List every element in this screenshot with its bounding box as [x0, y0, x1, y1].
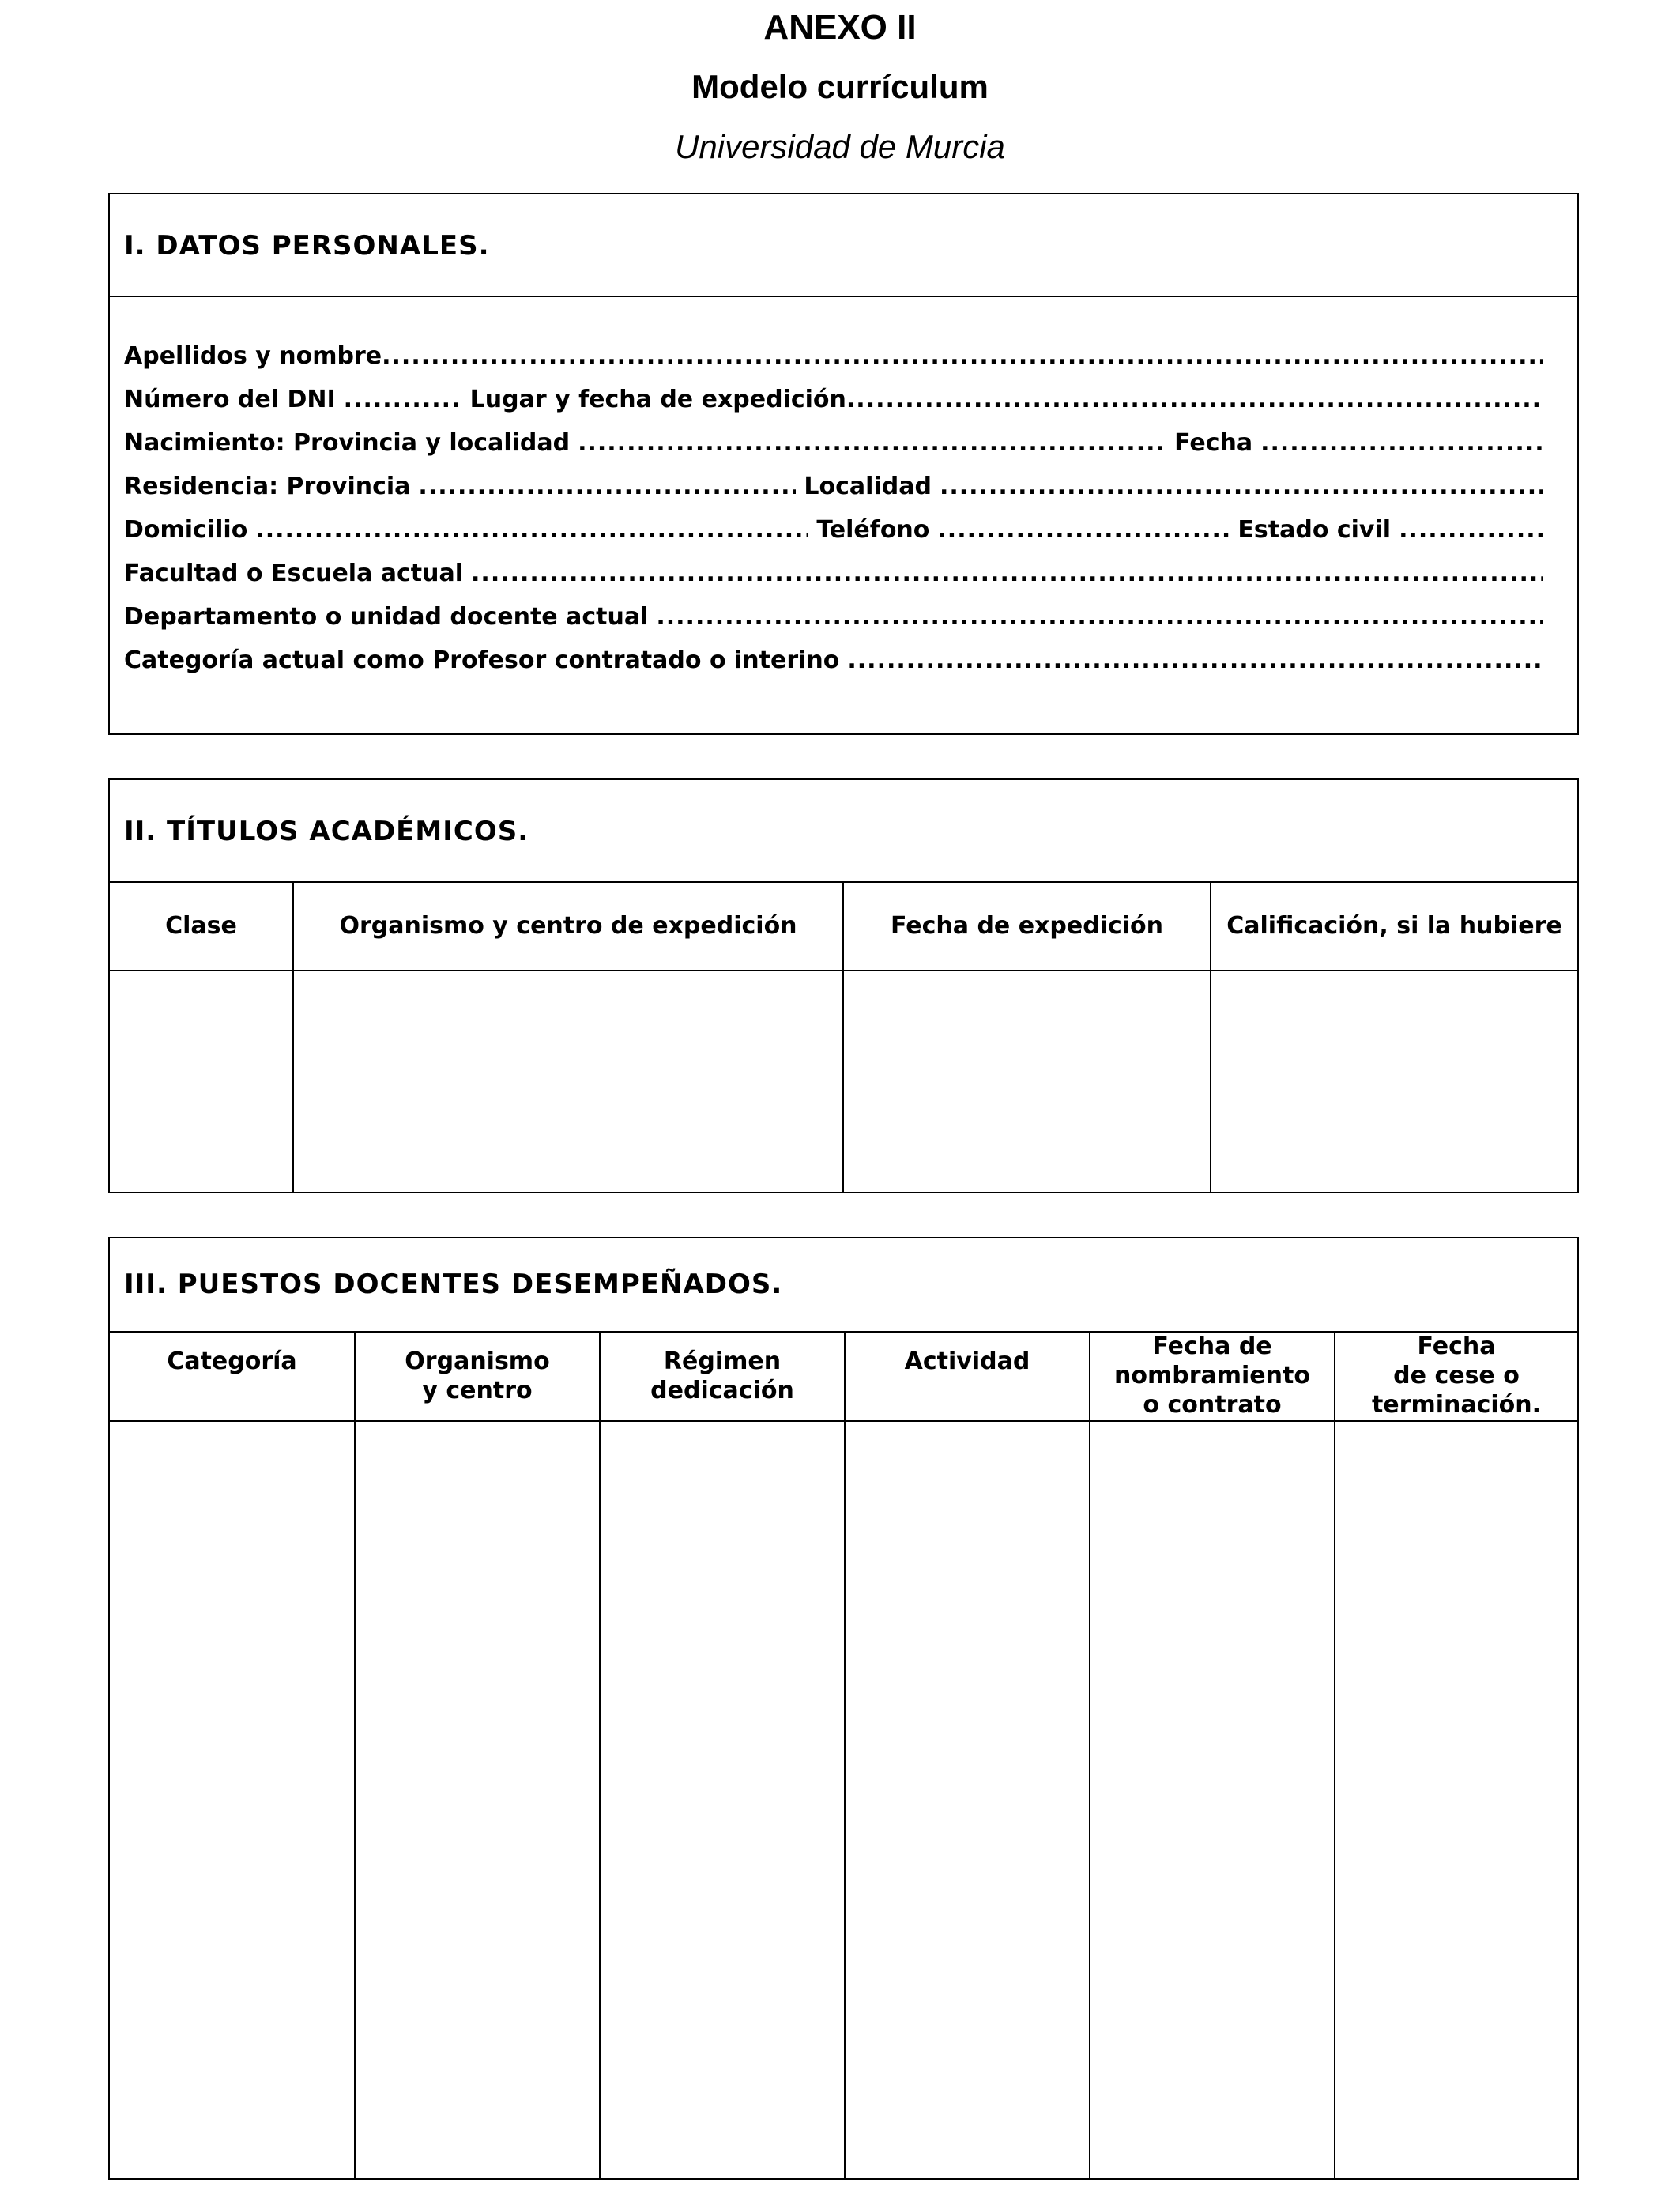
label-localidad: Localidad: [804, 472, 932, 500]
header-line: terminación.: [1371, 1391, 1542, 1419]
column-header-fecha: Fecha de expedición: [890, 911, 1164, 940]
header-line: Fecha de: [1152, 1333, 1272, 1360]
column-header-actividad: [846, 1347, 1089, 1376]
column-header-cese: [1335, 1332, 1577, 1419]
column-header-calificacion: Calificación, si la hubiere: [1226, 911, 1562, 940]
header-line: y centro: [422, 1377, 533, 1404]
cell-organismo[interactable]: [294, 971, 842, 1193]
divider: [110, 296, 1577, 297]
column-header-clase: Clase: [165, 911, 237, 940]
fill-line: [940, 473, 1543, 500]
cell-categoria[interactable]: [110, 1422, 354, 2180]
fill-line: [418, 473, 796, 500]
cell-organismo-centro[interactable]: [356, 1422, 599, 2180]
cell-actividad[interactable]: [846, 1422, 1089, 2180]
label-nacimiento: Nacimiento: Provincia y localidad: [124, 428, 571, 457]
field-residencia-row[interactable]: [124, 470, 1543, 502]
header-line: Categoría: [167, 1348, 297, 1375]
document-title: Modelo currículum: [691, 68, 989, 105]
label-lugar-fecha: Lugar y fecha de expedición: [469, 385, 846, 413]
fill-line: [656, 603, 1543, 631]
fill-line: [937, 516, 1230, 544]
cell-nombramiento[interactable]: [1090, 1422, 1334, 2180]
header-line: o contrato: [1143, 1391, 1282, 1419]
university-name: Universidad de Murcia: [675, 128, 1005, 165]
label-categoria: Categoría actual como Profesor contratado o interino: [124, 646, 840, 674]
column-header-nombramiento: [1090, 1332, 1334, 1419]
cell-fecha[interactable]: [844, 971, 1210, 1193]
fill-line: [846, 386, 1543, 413]
label-dni: Número del DNI: [124, 385, 336, 413]
header-line: dedicación: [650, 1377, 794, 1404]
field-dni-row[interactable]: [124, 383, 1543, 415]
personal-data-title: I. DATOS PERSONALES.: [124, 230, 490, 262]
field-nacimiento-row[interactable]: [124, 427, 1543, 458]
column-header-regimen: [601, 1347, 844, 1405]
label-fecha: Fecha: [1174, 428, 1253, 457]
label-facultad: Facultad o Escuela actual: [124, 559, 464, 587]
header-line: Organismo: [405, 1348, 550, 1375]
teaching-positions-title: III. PUESTOS DOCENTES DESEMPEÑADOS.: [124, 1269, 783, 1300]
header-line: Actividad: [904, 1348, 1030, 1375]
cell-calificacion[interactable]: [1211, 971, 1577, 1193]
academic-titles-title: II. TÍTULOS ACADÉMICOS.: [124, 816, 529, 847]
label-telefono: Teléfono: [816, 515, 930, 544]
label-apellidos: Apellidos y nombre: [124, 341, 382, 370]
fill-line: [578, 429, 1166, 457]
fill-line: [847, 647, 1543, 674]
field-facultad[interactable]: [124, 557, 1543, 589]
field-apellidos[interactable]: [124, 340, 1543, 371]
fill-line: [255, 516, 808, 544]
fill-line: [1399, 516, 1543, 544]
label-domicilio: Domicilio: [124, 515, 248, 544]
cell-cese[interactable]: [1335, 1422, 1577, 2180]
cell-clase[interactable]: [110, 971, 292, 1193]
field-domicilio-row[interactable]: [124, 514, 1543, 545]
header-line: Fecha: [1417, 1333, 1496, 1360]
fill-line: [471, 560, 1543, 587]
column-header-categoria: [110, 1347, 354, 1376]
fill-line: [382, 342, 1543, 370]
label-residencia: Residencia: Provincia: [124, 472, 411, 500]
header-line: Régimen: [663, 1348, 782, 1375]
header-line: nombramiento: [1114, 1362, 1310, 1389]
annex-title: ANEXO II: [763, 8, 917, 47]
header-line: de cese o: [1393, 1362, 1520, 1389]
personal-data-section: [108, 193, 1579, 735]
fill-line: [344, 386, 462, 413]
label-estado-civil: Estado civil: [1237, 515, 1392, 544]
field-categoria[interactable]: [124, 644, 1543, 676]
label-departamento: Departamento o unidad docente actual: [124, 602, 649, 631]
cell-regimen[interactable]: [601, 1422, 844, 2180]
column-header-organismo-centro: [356, 1347, 599, 1405]
teaching-positions-section: [108, 1237, 1579, 2180]
academic-titles-section: [108, 778, 1579, 1193]
fill-line: [1260, 429, 1543, 457]
field-departamento[interactable]: [124, 601, 1543, 632]
column-header-organismo: Organismo y centro de expedición: [339, 911, 797, 940]
